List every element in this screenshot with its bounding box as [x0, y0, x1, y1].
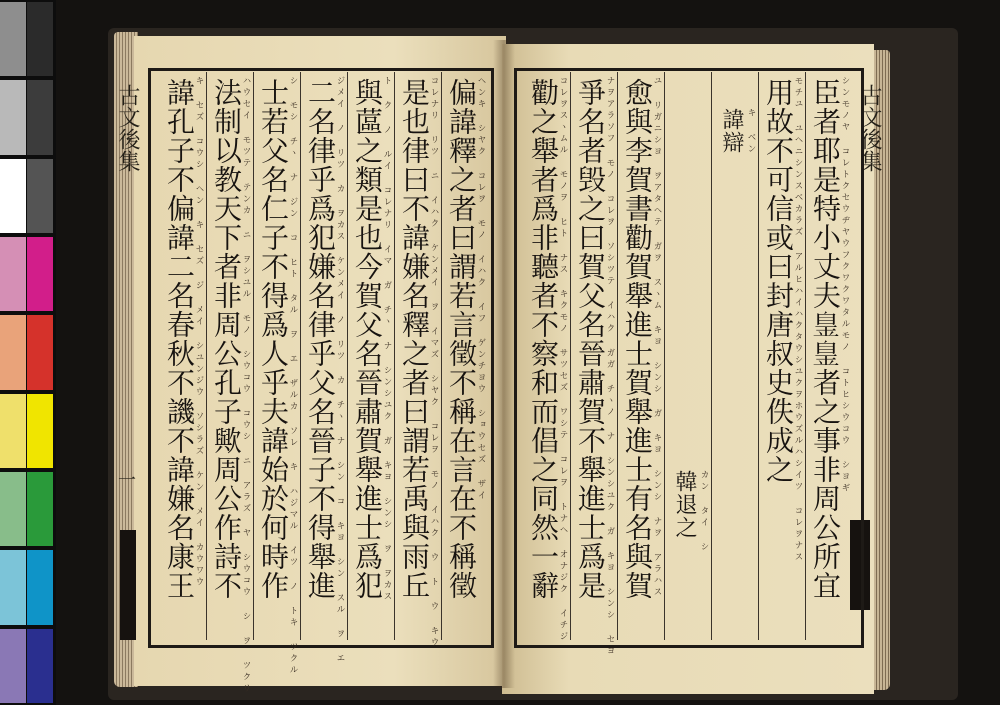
- left-page-furigana-6: ハウセイ モツテ テンカ ニ ヲシユル モノ シウコウ コウシ ニ アラズ ヤ シウコウ シ ヲ ツクリ: [241, 76, 251, 695]
- color-patch: [27, 472, 53, 546]
- left-page-column-rule: [206, 72, 207, 640]
- color-patch: [27, 2, 53, 76]
- color-patch: [0, 315, 26, 389]
- color-patch: [0, 237, 26, 311]
- color-patch: [27, 237, 53, 311]
- right-page-furigana-4: カン タイ シ: [699, 470, 709, 554]
- left-page-edge-block: [120, 530, 136, 640]
- right-page-furigana-2: モチユ ユヘニシンスベカラズ アルヒハイハクタウシユクヲホウズルハシイツ コレヲナス: [793, 76, 803, 564]
- right-page-column-4: 韓退之: [672, 470, 697, 539]
- right-page-furigana-7: コレヲスヽムル モノヲ ヒト ナス キクモノ サツセズ ワシテ コレヲ トナヘ オナジク イチジ: [558, 76, 568, 643]
- right-page-column-2: 用故不可信或曰封唐叔史佚成之: [762, 78, 795, 484]
- right-page-column-rule: [664, 72, 665, 640]
- book-gutter: [493, 40, 515, 688]
- color-calibration-strip: [0, 0, 56, 705]
- right-page-column-rule: [570, 72, 571, 640]
- left-page-column-3: 與蓲之類是也今賀父名晉肅賀舉進士爲犯: [351, 78, 384, 600]
- color-patch: [27, 394, 53, 468]
- left-page-header: 古文後集: [115, 84, 140, 172]
- left-page-furigana-1: ヘンキ シヤク コレヲ モノ イハク イフ ゲンチヨウ ショウセズ ザイ: [476, 76, 486, 502]
- color-patch: [27, 629, 53, 703]
- left-page-column-1: 偏諱釋之者曰謂若言徵不稱在言在不稱徵: [445, 78, 478, 600]
- color-patch: [0, 80, 26, 154]
- left-page-column-rule: [441, 72, 442, 640]
- color-patch: [0, 394, 26, 468]
- left-page-column-5: 士若父名仁子不得爲人乎夫諱始於何時作: [257, 78, 290, 600]
- color-patch: [0, 2, 26, 76]
- left-page-furigana-2: コレナリ リツ ニ イハク ケンメイ ヲ イマズ シヤク コレヲ モノ イハク ウ ト ウ キウ: [429, 76, 439, 649]
- right-page-column-rule: [711, 72, 712, 640]
- left-page-furigana-5: シ モシ チヽ ナ ジン コ ヒト タル ヲ エ ザルカ ソレ キ ハジマル イツ ノ トキ ツクル: [288, 76, 298, 677]
- right-page-column-3: 諱辯: [719, 108, 744, 154]
- right-page-column-rule: [758, 72, 759, 640]
- color-patch: [27, 550, 53, 624]
- color-patch: [0, 550, 26, 624]
- right-page-column-5: 愈與李賀書勸賀舉進士賀舉進士有名與賀: [621, 78, 654, 600]
- right-page-header: 古文後集: [857, 84, 882, 172]
- right-page-column-6: 爭名者毁之曰賀父名晉肅賀不舉進士爲是: [574, 78, 607, 600]
- right-page-furigana-1: シンモノヤ コレトクセウヂヤウフクワクワタルモノ コトヒシウコウ シヨギ: [840, 76, 850, 495]
- left-page-furigana-7: キ セズ コウシ ヘン キ セズ ジ メイ シユンジウ ソシラズ ケン メイ カウワウ: [194, 76, 204, 589]
- color-patch: [0, 629, 26, 703]
- left-page-column-rule: [253, 72, 254, 640]
- color-patch: [27, 80, 53, 154]
- color-patch: [0, 472, 26, 546]
- right-page-column-7: 勸之舉者爲非聽者不察和而倡之同然一辭: [527, 78, 560, 600]
- color-patch: [0, 159, 26, 233]
- left-page-furigana-4: ジメイ ノ リツ カ ヲカス ケンメイ ノ リツ カ チヽ ナ シン コ キヨ シン スル ヲ エ: [335, 76, 345, 665]
- right-page-column-rule: [617, 72, 618, 640]
- right-page-column-rule: [805, 72, 806, 640]
- right-page-furigana-6: ナヲアラソフ モノ コレヲ ソシツテ イハク ガガ チヽノ ナ シンシユク ガ キヨ シンシ セヨ: [605, 76, 615, 658]
- right-page-furigana-5: ユ リガニシヨ ヲアタヘテ ガヲ スヽム キヨ シンシ ガ キヨ シンシ ナヲ アラハス: [652, 76, 662, 599]
- left-page-furigana-3: ト ク ノ ルイ コレナリ イマ ガ チヽ ナ シンシユク ガ キヨ シンシ ヲ ヲカス: [382, 76, 392, 603]
- left-page-column-2: 是也律曰不諱嫌名釋之者曰謂若禹與雨丘: [398, 78, 431, 600]
- folio-number: 一: [115, 470, 136, 488]
- left-page-column-7: 諱孔子不偏諱二名春秋不譏不諱嫌名康王: [163, 78, 196, 600]
- color-patch: [27, 315, 53, 389]
- left-page-column-rule: [347, 72, 348, 640]
- right-page-column-1: 臣者耶是特小丈夫𦤐𦤐者之事非周公所宜: [809, 78, 842, 600]
- right-page-furigana-3: キ ベン: [746, 108, 756, 156]
- book-photo: [56, 0, 1000, 705]
- left-page-column-6: 法制以教天下者非周公孔子歟周公作詩不: [210, 78, 243, 600]
- color-patch: [27, 159, 53, 233]
- left-page-column-rule: [300, 72, 301, 640]
- left-page-column-4: 二名律乎爲犯嫌名律乎父名晉子不得舉進: [304, 78, 337, 600]
- left-page-column-rule: [394, 72, 395, 640]
